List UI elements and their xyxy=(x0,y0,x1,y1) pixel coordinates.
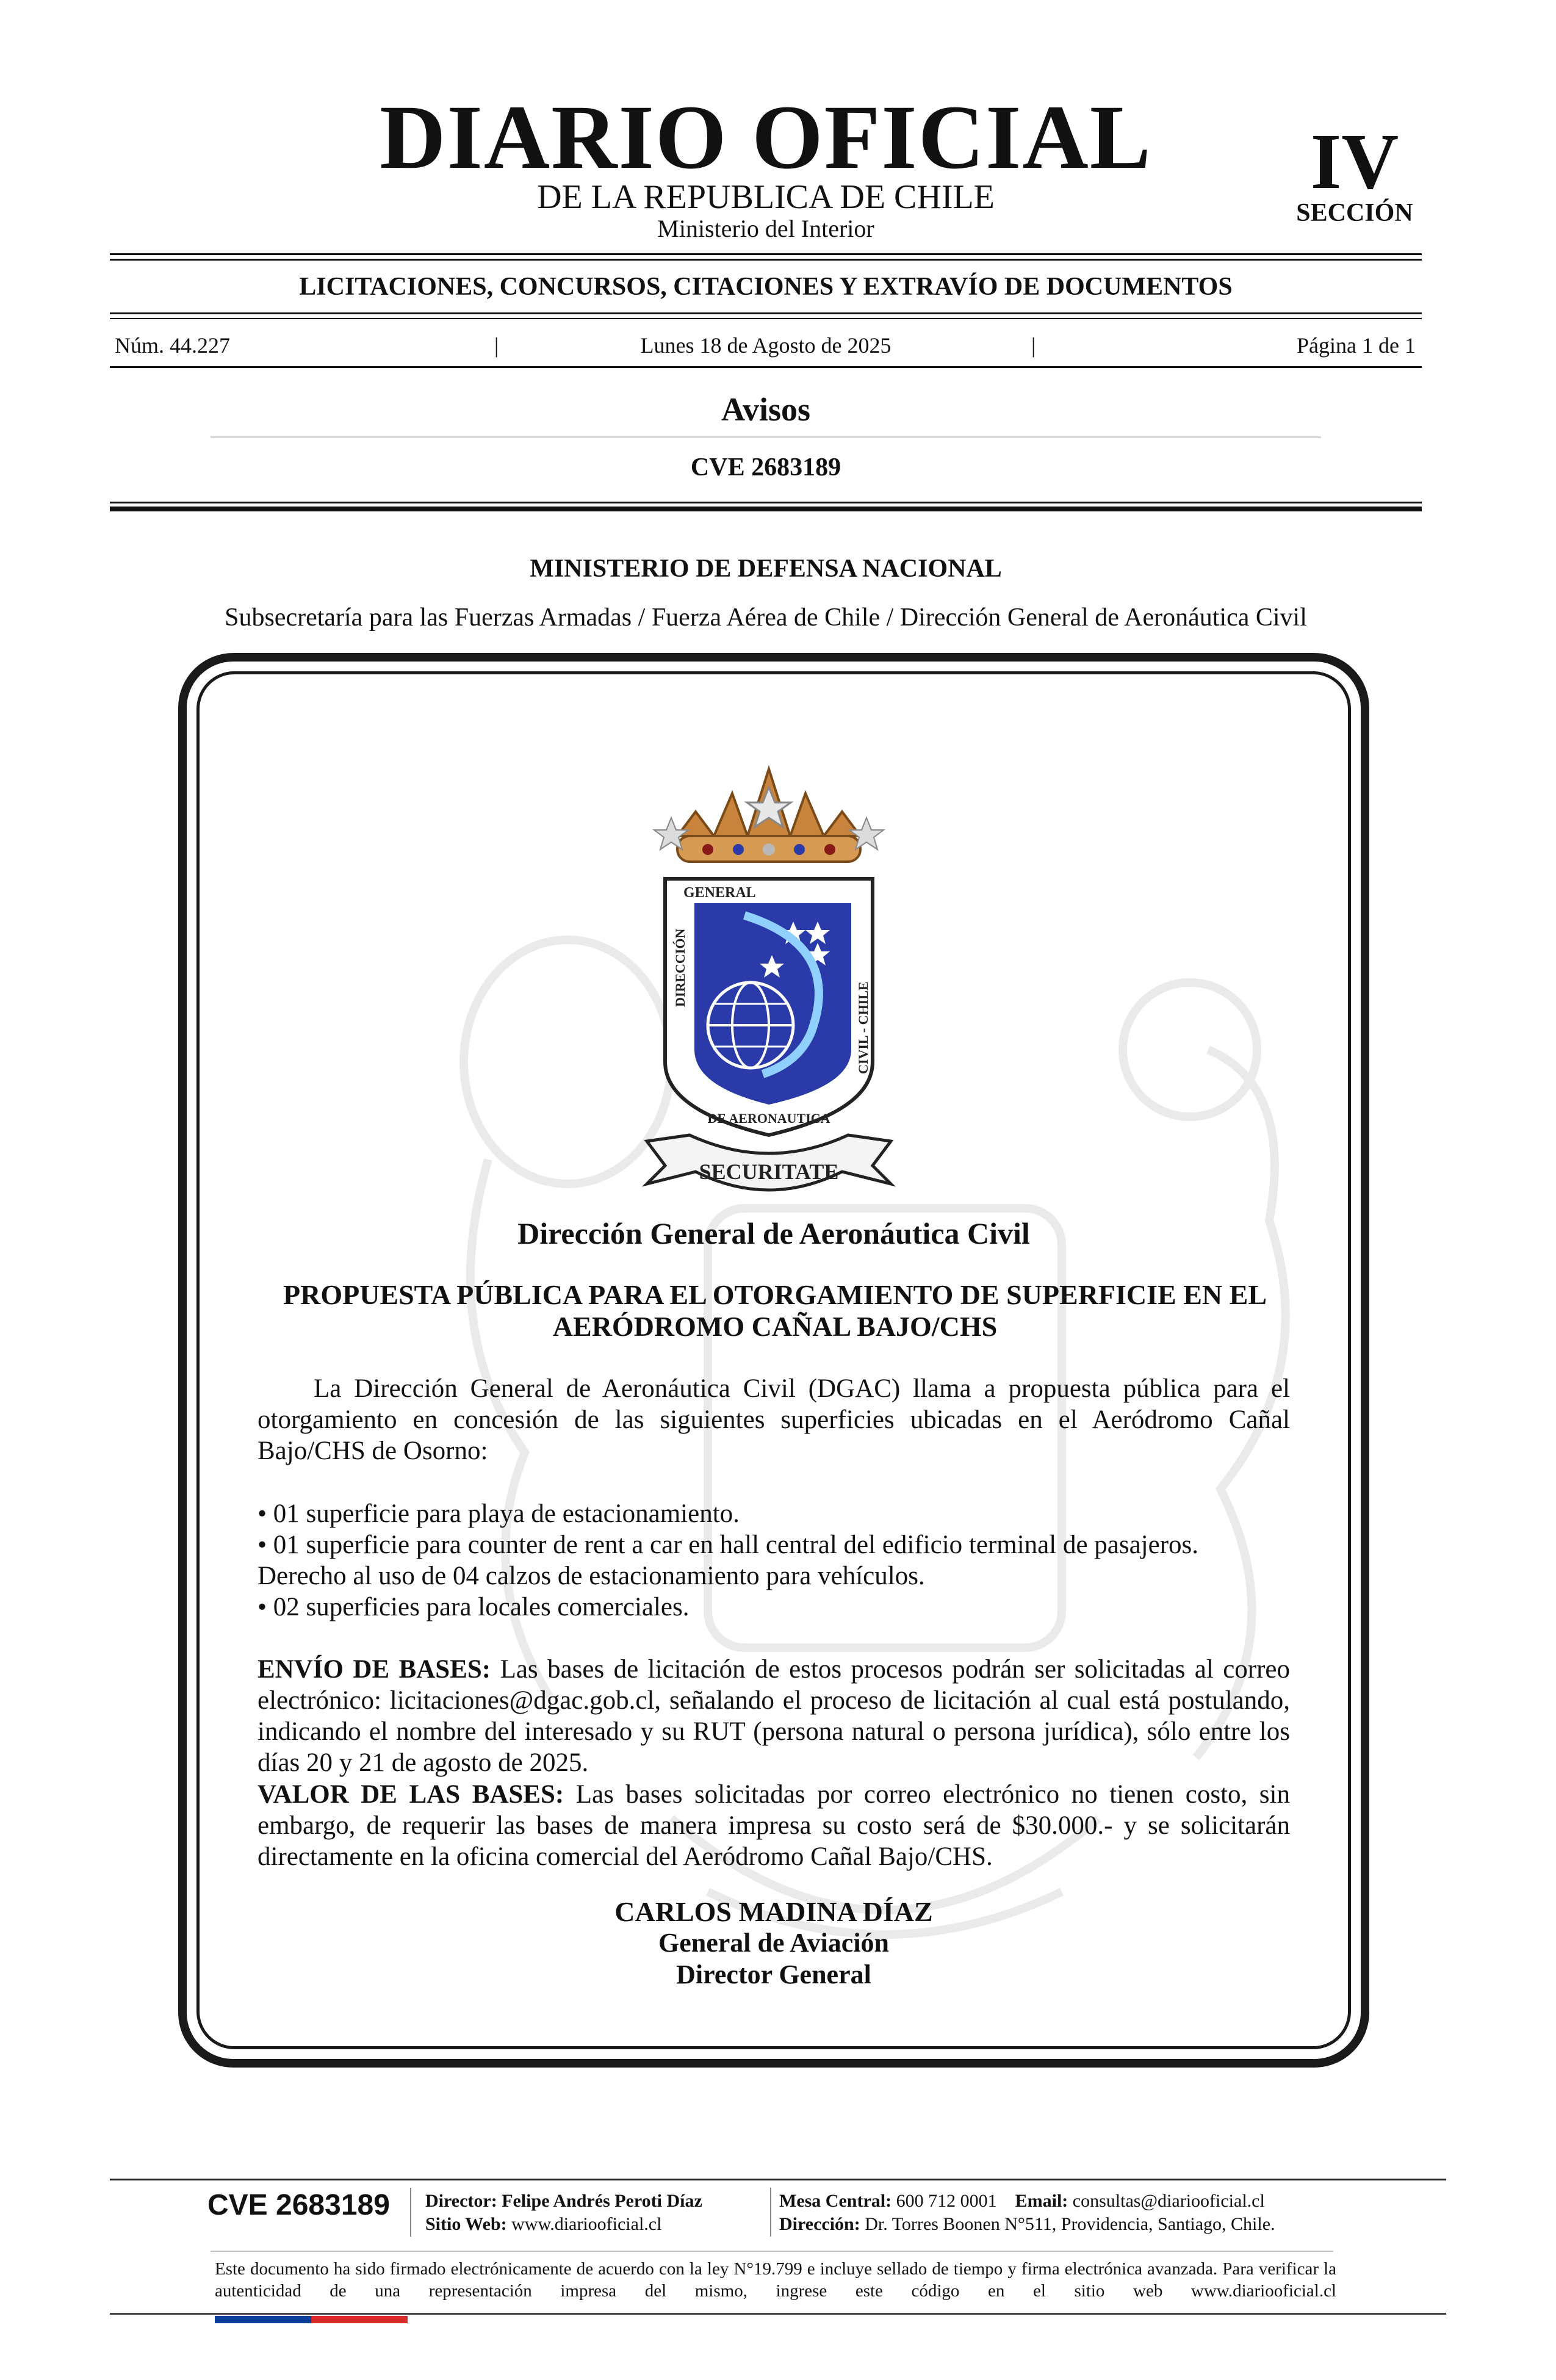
footer-website-label: Sitio Web: xyxy=(425,2214,507,2234)
header-rule xyxy=(110,502,1422,503)
flag-stripe-red xyxy=(311,2316,408,2323)
notice-type-heading: Avisos xyxy=(721,391,811,428)
envio-bases-label: ENVÍO DE BASES: xyxy=(258,1655,491,1684)
footer-legal-notice: Este documento ha sido firmado electrónicamente de acuerdo con la ley N°19.799 e incluye sellado de tiempo y firma electrónica avanzada. Para verificar la autenticidad de una representación impresa del mismo, ingrese este código en el sitio web www.diariooficial.cl xyxy=(215,2259,1336,2301)
valor-bases-label: VALOR DE LAS BASES: xyxy=(258,1780,564,1809)
footer-mesa-value: 600 712 0001 xyxy=(896,2191,997,2211)
intro-paragraph: La Dirección General de Aeronáutica Civil (DGAC) llama a propuesta pública para el otorgamiento en concesión de las siguientes superficies ubicadas en el Aeródromo Cañal Bajo/CHS de Osorno: xyxy=(258,1374,1290,1465)
footer-address-label: Dirección: xyxy=(779,2214,860,2234)
footer-address xyxy=(779,2213,1275,2236)
issue-number: Núm. 44.227 xyxy=(115,333,230,358)
footer-mesa-label: Mesa Central: xyxy=(779,2191,892,2211)
notice-org-title: Dirección General de Aeronáutica Civil xyxy=(517,1216,1030,1250)
logo-motto: SECURITATE xyxy=(699,1159,839,1184)
footer-divider xyxy=(770,2188,771,2237)
valor-bases-text: Las bases solicitadas por correo electrónico no tienen costo, sin embargo, de requerir las bases de manera impresa su costo será de $30.000.- y se solicitarán directamente en la oficina comercial del Aeródromo Cañal Bajo/CHS. xyxy=(258,1780,1290,1871)
signatory-role: Director General xyxy=(676,1960,871,1989)
section-rule-double xyxy=(110,318,1422,319)
issue-meta xyxy=(110,333,1422,363)
flag-stripe-blue xyxy=(215,2316,311,2323)
cve-code: CVE 2683189 xyxy=(690,453,841,481)
logo-text-top: GENERAL xyxy=(683,885,756,901)
section-number: IV xyxy=(1310,118,1399,206)
list-item: Derecho al uso de 04 calzos de estacionamiento para vehículos. xyxy=(258,1562,925,1590)
footer-cve-code: CVE 2683189 xyxy=(207,2189,390,2221)
signatory-name: CARLOS MADINA DÍAZ xyxy=(614,1896,933,1927)
top-rule xyxy=(110,253,1422,255)
proposal-title-line: PROPUESTA PÚBLICA PARA EL OTORGAMIENTO DE SUPERFICIE EN EL xyxy=(283,1279,1267,1310)
valor-bases-paragraph xyxy=(258,1779,1290,1872)
notice-type-divider xyxy=(211,436,1321,438)
ministry-heading: MINISTERIO DE DEFENSA NACIONAL xyxy=(530,555,1002,583)
logo-text-right: CIVIL - CHILE xyxy=(855,981,871,1074)
list-item: • 01 superficie para counter de rent a car en hall central del edificio terminal de pasajeros. xyxy=(258,1531,1199,1559)
meta-rule xyxy=(110,366,1422,368)
footer-email-label: Email: xyxy=(1015,2191,1068,2211)
proposal-title-line: AERÓDROMO CAÑAL BAJO/CHS xyxy=(552,1310,998,1342)
section-label: SECCIÓN xyxy=(1296,199,1413,227)
section-rule xyxy=(110,312,1422,314)
footer-divider xyxy=(410,2188,411,2237)
footer-website xyxy=(425,2213,661,2236)
page-count: Página 1 de 1 xyxy=(1297,333,1416,358)
envio-bases-paragraph xyxy=(258,1654,1290,1778)
footer-email-link[interactable]: consultas@diariooficial.cl xyxy=(1072,2191,1265,2211)
footer-director-value: Felipe Andrés Peroti Díaz xyxy=(502,2191,702,2211)
masthead-ministry: Ministerio del Interior xyxy=(657,215,874,242)
footer-director-label: Director: xyxy=(425,2191,497,2211)
footer-bottom-rule xyxy=(110,2313,1446,2315)
footer-address-value: Dr. Torres Boonen N°511, Providencia, Santiago, Chile. xyxy=(865,2214,1275,2234)
dgac-crest-icon xyxy=(641,745,897,1196)
envio-bases-text: Las bases de licitación de estos procesos podrán ser solicitadas al correo electrónico: licitaciones@dgac.gob.cl, señalando el proceso de licitación al cual está postulando, indicando el nombre del interesado y su RUT (persona natural o persona jurídica), sólo entre los días 20 y 21 de agosto de 2025. xyxy=(258,1655,1291,1777)
logo-text-bottom: DE AERONAUTICA xyxy=(707,1111,830,1126)
footer-contact xyxy=(779,2190,1265,2213)
footer-director xyxy=(425,2190,702,2213)
list-item: • 02 superficies para locales comerciales. xyxy=(258,1593,690,1621)
footer-website-link[interactable]: www.diariooficial.cl xyxy=(511,2214,662,2234)
crown-icon xyxy=(654,769,884,862)
header-rule-thick xyxy=(110,507,1422,511)
signatory-rank: General de Aviación xyxy=(658,1928,890,1958)
proposal-title xyxy=(256,1279,1294,1342)
footer-top-rule xyxy=(110,2179,1446,2180)
meta-separator: | xyxy=(494,333,499,358)
masthead-subtitle: DE LA REPUBLICA DE CHILE xyxy=(537,178,995,216)
top-rule-double xyxy=(110,259,1422,261)
subsecretaria-line: Subsecretaría para las Fuerzas Armadas / Fuerza Aérea de Chile / Dirección General de Aeronáutica Civil xyxy=(225,604,1307,632)
issue-date: Lunes 18 de Agosto de 2025 xyxy=(640,333,891,358)
masthead-title: DIARIO OFICIAL xyxy=(380,87,1152,188)
surfaces-list xyxy=(258,1498,1290,1623)
logo-text-left: DIRECCIÓN xyxy=(672,928,688,1007)
meta-separator: | xyxy=(1031,333,1036,358)
footer-inner-rule xyxy=(211,2251,1333,2252)
list-item: • 01 superficie para playa de estacionamiento. xyxy=(258,1499,740,1528)
section-title: LICITACIONES, CONCURSOS, CITACIONES Y EXTRAVÍO DE DOCUMENTOS xyxy=(299,273,1233,301)
